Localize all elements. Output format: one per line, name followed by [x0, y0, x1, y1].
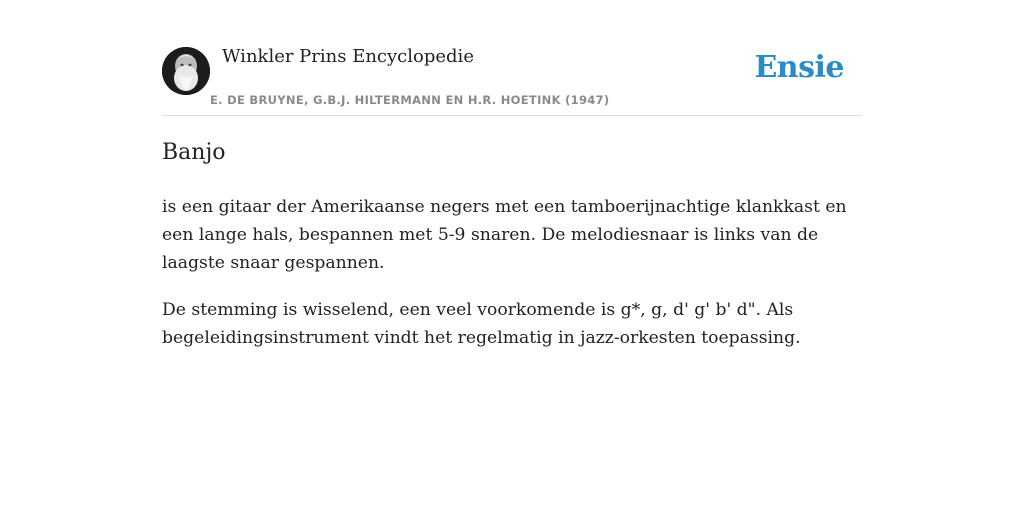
entry-title: Banjo [162, 140, 226, 165]
ensie-logo-link[interactable]: Ensie [754, 50, 844, 85]
portrait-icon [162, 47, 210, 95]
entry-paragraph: De stemming is wisselend, een veel voorkomende is g*, g, d' g' b' d". Als begeleidingsinstrument vindt het regelmatig in jazz-orkesten toepassing. [162, 300, 801, 348]
page [162, 0, 862, 512]
source-authors: E. DE BRUYNE, G.B.J. HILTERMANN EN H.R. HOETINK (1947) [210, 93, 610, 107]
entry-paragraph: is een gitaar der Amerikaanse negers met een tamboerijnachtige klankkast en een lange hals, bespannen met 5-9 snaren. De melodiesnaar is links van de laagste snaar gespannen. [162, 197, 847, 273]
entry-body [162, 193, 862, 371]
author-avatar[interactable] [162, 47, 210, 95]
source-title[interactable]: Winkler Prins Encyclopedie [222, 46, 474, 67]
source-header [162, 0, 862, 116]
